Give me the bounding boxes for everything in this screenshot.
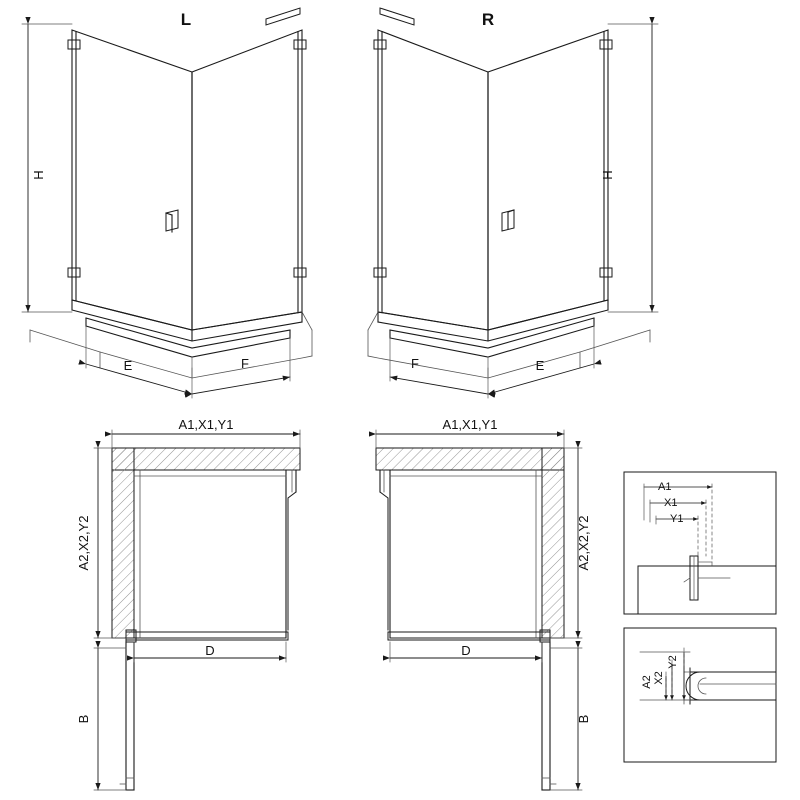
detail-top-label-a1: A1 — [658, 481, 672, 493]
plan-right-top-dimension: A1,X1,Y1 — [442, 417, 498, 432]
iso-left-title: L — [180, 10, 192, 29]
plan-left-top-dimension: A1,X1,Y1 — [178, 417, 234, 432]
detail-top-label-y1: Y1 — [670, 513, 684, 525]
iso-left-base-label-e: E — [123, 358, 133, 373]
iso-view-left — [22, 8, 312, 398]
plan-view-right — [376, 430, 582, 790]
detail-view-top — [624, 472, 776, 614]
detail-bottom-label-y2: Y2 — [667, 655, 679, 669]
iso-right-title: R — [481, 10, 495, 29]
iso-right-base-label-f: F — [411, 356, 419, 371]
iso-right-height-label: H — [600, 170, 615, 180]
detail-bottom-label-a2: A2 — [641, 675, 653, 689]
plan-left-inner-dimension: D — [205, 643, 215, 658]
detail-top-label-x1: X1 — [664, 497, 678, 509]
plan-right-side-dimension: A2,X2,Y2 — [576, 515, 591, 571]
iso-left-base-label-f: F — [241, 356, 249, 371]
iso-view-right — [368, 8, 658, 398]
plan-left-side-dimension: A2,X2,Y2 — [76, 515, 91, 571]
detail-view-bottom — [624, 628, 776, 762]
plan-right-inner-dimension: D — [461, 643, 471, 658]
detail-bottom-label-x2: X2 — [653, 671, 665, 685]
plan-left-door-dimension: B — [76, 714, 91, 724]
iso-left-height-label: H — [31, 170, 46, 180]
iso-right-base-label-e: E — [535, 358, 545, 373]
plan-view-left — [94, 430, 300, 790]
plan-right-door-dimension: B — [576, 714, 591, 724]
